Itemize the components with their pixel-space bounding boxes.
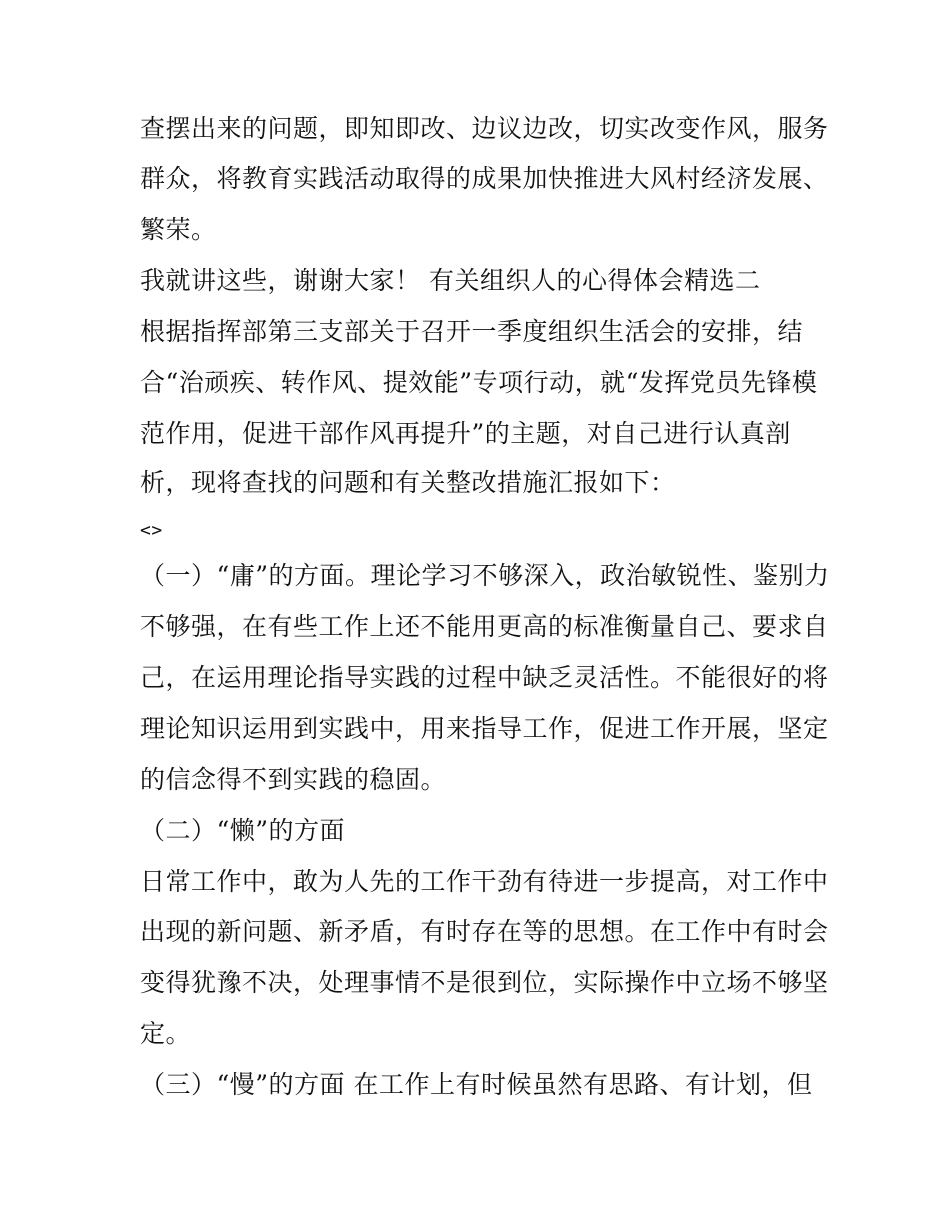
text-line: （二）“懒”的方面 [140,816,346,845]
text-line: 范作用，促进干部作风再提升”的主题，对自己进行认真剖 [140,419,791,448]
text-line: 定。 [140,1019,192,1048]
text-line: 不够强，在有些工作上还不能用更高的标准衡量自己、要求自 [140,612,829,641]
text-line: 群众，将教育实践活动取得的成果加快推进大风村经济发展、 [140,164,829,193]
text-line: 繁荣。 [140,215,217,244]
text-line: （一）“庸”的方面。理论学习不够深入，政治敏锐性、鉴别力 [140,561,830,590]
text-line: 我就讲这些，谢谢大家！ 有关组织人的心得体会精选二 [140,266,761,295]
text-line: 根据指挥部第三支部关于召开一季度组织生活会的安排，结 [140,317,804,346]
text-line: 析，现将查找的问题和有关整改措施汇报如下： [140,468,676,497]
text-line: 合“治顽疾、转作风、提效能”专项行动，就“发挥党员先锋模 [140,368,818,397]
text-line: 查摆出来的问题，即知即改、边议边改，切实改变作风，服务 [140,114,829,143]
text-line: 出现的新问题、新矛盾，有时存在等的思想。在工作中有时会 [140,917,829,946]
text-line: 的信念得不到实践的稳固。 [140,765,447,794]
text-line: 变得犹豫不决，处理事情不是很到位，实际操作中立场不够坚 [140,968,829,997]
text-line: 理论知识运用到实践中，用来指导工作，促进工作开展，坚定 [140,714,829,743]
text-line: 己，在运用理论指导实践的过程中缺乏灵活性。不能很好的将 [140,663,829,692]
text-line: 日常工作中，敢为人先的工作干劲有待进一步提高，对工作中 [140,867,829,896]
text-line: （三）“慢”的方面 在工作上有时候虽然有思路、有计划，但 [140,1070,813,1099]
text-line: <> [140,520,163,541]
